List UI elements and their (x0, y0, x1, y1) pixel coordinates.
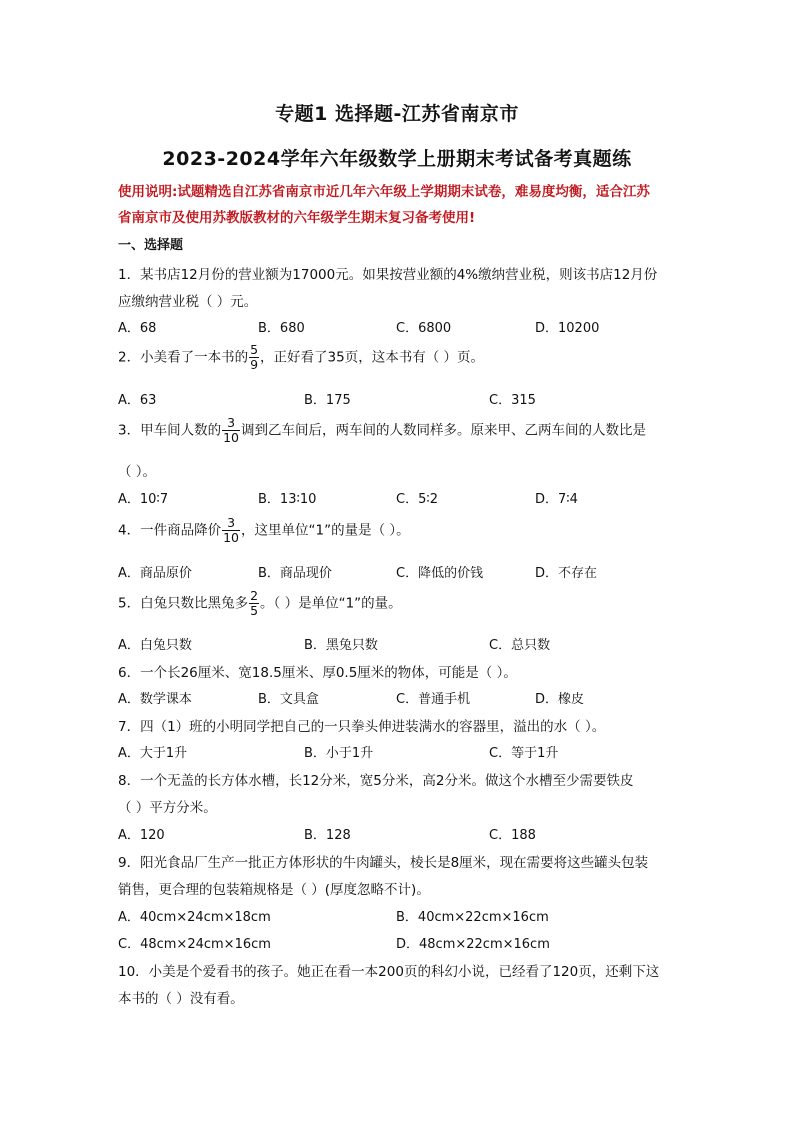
question-3-line2: （ ）。 (118, 464, 157, 480)
question-6: 6．一个长26厘米、宽18.5厘米、厚0.5厘米的物体，可能是（ ）。 (118, 665, 517, 681)
question-8-line1: 8．一个无盖的长方体水槽，长12分米，宽5分米，高2分米。做这个水槽至少需要铁皮 (118, 773, 634, 789)
q3-fraction (222, 416, 240, 445)
q4-option-d: D．不存在 (535, 566, 598, 581)
question-7: 7．四（1）班的小明同学把自己的一只拳头伸进装满水的容器里，溢出的水（ ）。 (118, 719, 606, 735)
q6-option-c: C．普通手机 (396, 692, 471, 707)
q4-option-a: A．商品原价 (118, 566, 192, 581)
q7-option-a: A．大于1升 (118, 746, 188, 761)
question-1-line2: 应缴纳营业税（ ）元。 (118, 294, 258, 310)
q5-option-c: C．总只数 (489, 638, 551, 653)
question-5 (118, 589, 402, 618)
fraction-denominator: 10 (223, 430, 239, 445)
q2-fraction (249, 343, 259, 372)
q2-option-c: C．315 (489, 393, 536, 408)
q4-text-post: ，这里单位“1”的量是（ ）。 (241, 522, 410, 539)
q2-option-b: B．175 (304, 393, 351, 408)
q4-option-b: B．商品现价 (258, 566, 332, 581)
q8-option-a: A．120 (118, 828, 165, 843)
q9-option-a: A．40cm×24cm×18cm (118, 910, 271, 925)
q3-option-c: C．5∶2 (396, 492, 439, 507)
fraction-denominator: 5 (250, 603, 259, 618)
q7-option-b: B．小于1升 (304, 746, 374, 761)
fraction-denominator: 9 (250, 357, 259, 372)
q3-option-b: B．13∶10 (258, 492, 317, 507)
q3-text-post: 调到乙车间后，两车间的人数同样多。原来甲、乙两车间的人数比是 (241, 422, 646, 439)
q2-option-a: A．63 (118, 393, 157, 408)
question-9-line1: 9．阳光食品厂生产一批正方体形状的牛肉罐头，棱长是8厘米，现在需要将这些罐头包装 (118, 855, 649, 871)
question-9-line2: 销售，更合理的包装箱规格是（ ）(厚度忽略不计)。 (118, 882, 430, 898)
page-subtitle: 2023-2024学年六年级数学上册期末考试备考真题练 (162, 148, 632, 170)
q8-option-b: B．128 (304, 828, 351, 843)
question-3 (118, 416, 646, 445)
q9-option-b: B．40cm×22cm×16cm (396, 910, 549, 925)
q9-option-d: D．48cm×22cm×16cm (396, 937, 550, 952)
q3-option-d: D．7∶4 (535, 492, 578, 507)
fraction-numerator: 5 (250, 342, 259, 357)
q1-option-d: D．10200 (535, 321, 600, 336)
q1-option-c: C．6800 (396, 321, 452, 336)
question-10-line2: 本书的（ ）没有看。 (118, 991, 244, 1007)
fraction-numerator: 3 (222, 416, 240, 431)
usage-note-line2: 省南京市及使用苏教版教材的六年级学生期末复习备考使用! (118, 210, 476, 226)
q4-fraction (222, 516, 240, 545)
q5-option-b: B．黑兔只数 (304, 638, 378, 653)
q2-text-pre: 2．小美看了一本书的 (118, 349, 249, 366)
section-heading: 一、选择题 (118, 238, 184, 253)
fraction-numerator: 3 (222, 516, 240, 531)
q4-text-pre: 4．一件商品降价 (118, 522, 222, 539)
q3-text-pre: 3．甲车间人数的 (118, 422, 222, 439)
q5-option-a: A．白兔只数 (118, 638, 192, 653)
q2-text-post: ，正好看了35页，这本书有（ ）页。 (260, 349, 485, 366)
q6-option-a: A．数学课本 (118, 692, 192, 707)
q8-option-c: C．188 (489, 828, 536, 843)
q5-text-pre: 5．白兔只数比黑兔多 (118, 595, 249, 612)
q9-option-c: C．48cm×24cm×16cm (118, 937, 271, 952)
question-2 (118, 343, 484, 372)
q7-option-c: C．等于1升 (489, 746, 559, 761)
question-8-line2: （ ）平方分米。 (118, 800, 217, 816)
q1-option-a: A．68 (118, 321, 157, 336)
q3-option-a: A．10∶7 (118, 492, 169, 507)
q5-fraction (249, 589, 259, 618)
usage-note-line1: 使用说明:试题精选自江苏省南京市近几年六年级上学期期末试卷，难易度均衡，适合江苏 (118, 184, 650, 200)
question-1-line1: 1．某书店12月份的营业额为17000元。如果按营业额的4%缴纳营业税，则该书店12月份 (118, 267, 658, 283)
q4-option-c: C．降低的价钱 (396, 566, 484, 581)
page-title: 专题1 选择题-江苏省南京市 (275, 103, 519, 125)
question-4 (118, 516, 410, 545)
fraction-numerator: 2 (250, 588, 259, 603)
question-10-line1: 10．小美是个爱看书的孩子。她正在看一本200页的科幻小说，已经看了120页，还剩下这 (118, 964, 660, 980)
q6-option-b: B．文具盒 (258, 692, 319, 707)
q5-text-post: 。（ ）是单位“1”的量。 (260, 595, 402, 612)
fraction-denominator: 10 (223, 530, 239, 545)
q6-option-d: D．橡皮 (535, 692, 585, 707)
q1-option-b: B．680 (258, 321, 305, 336)
